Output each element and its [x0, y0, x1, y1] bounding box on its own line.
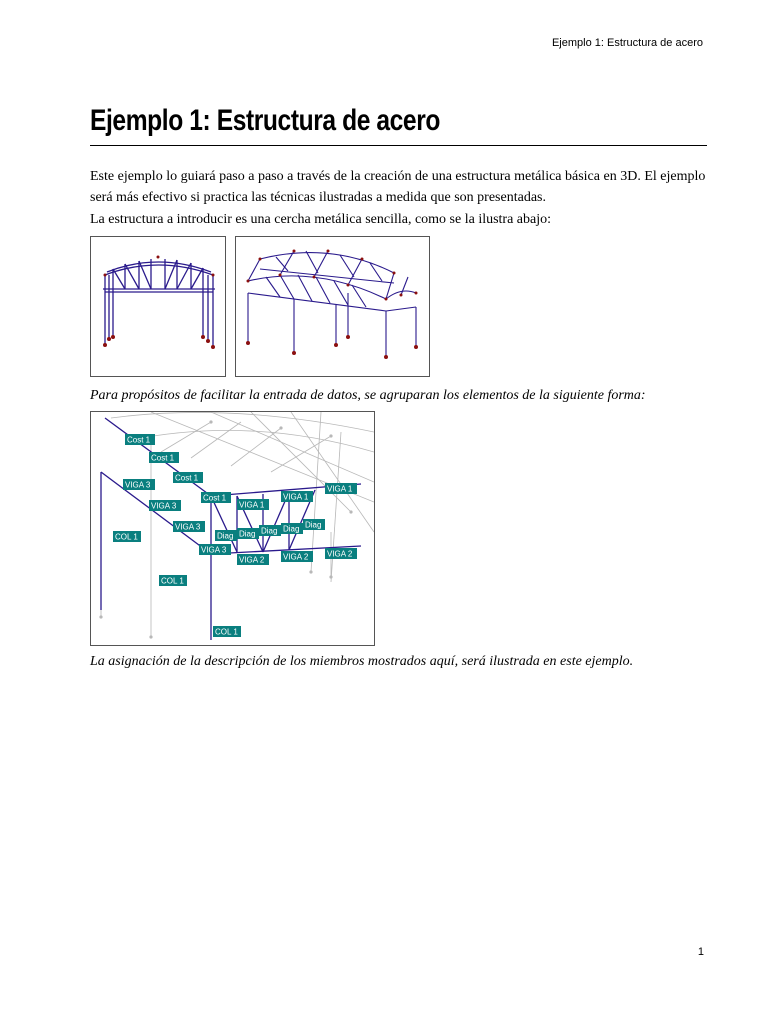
intro-paragraph: Este ejemplo lo guiará paso a paso a través de la creación de una estructura metálica básica en 3D. El ejemplo será más efectivo si practica las técnicas ilustradas a medida que son presentadas. — [90, 169, 706, 205]
label-diag — [259, 525, 281, 536]
truss-3d-view-figure — [235, 236, 430, 377]
svg-text:VIGA 3: VIGA 3 — [125, 480, 151, 490]
structure-paragraph: La estructura a introducir es una cercha metálica sencilla, como se la ilustra abajo: — [90, 212, 552, 227]
label-viga-2 — [325, 548, 357, 559]
label-viga-1 — [325, 483, 357, 494]
label-cost-1 — [149, 452, 179, 463]
svg-text:VIGA 1: VIGA 1 — [239, 500, 265, 510]
truss-front-view-figure — [90, 236, 226, 377]
svg-text:VIGA 1: VIGA 1 — [283, 492, 309, 502]
svg-text:COL 1: COL 1 — [115, 532, 138, 542]
svg-text:VIGA 3: VIGA 3 — [151, 501, 177, 511]
svg-text:VIGA 3: VIGA 3 — [201, 545, 227, 555]
label-viga-2 — [281, 551, 313, 562]
svg-text:VIGA 2: VIGA 2 — [327, 549, 353, 559]
label-viga-3 — [199, 544, 231, 555]
label-viga-1 — [237, 499, 269, 510]
label-viga-2 — [237, 554, 269, 565]
label-viga-1 — [281, 491, 313, 502]
svg-text:Diag: Diag — [305, 520, 322, 530]
svg-text:COL 1: COL 1 — [161, 576, 184, 586]
svg-text:Cost 1: Cost 1 — [151, 453, 175, 463]
grouping-caption: Para propósitos de facilitar la entrada de datos, se agruparan los elementos de la siguiente forma: — [90, 388, 646, 403]
svg-text:VIGA 1: VIGA 1 — [327, 484, 353, 494]
label-diag — [237, 528, 259, 539]
svg-text:Cost 1: Cost 1 — [203, 493, 227, 503]
svg-text:Diag: Diag — [239, 529, 256, 539]
svg-text:Diag: Diag — [217, 531, 234, 541]
svg-text:COL 1: COL 1 — [215, 627, 238, 637]
page-title: Ejemplo 1: Estructura de acero — [90, 104, 440, 137]
label-diag — [281, 523, 303, 534]
member-grouping-figure — [90, 411, 375, 646]
label-viga-3 — [123, 479, 155, 490]
label-diag — [303, 519, 325, 530]
assignment-caption: La asignación de la descripción de los miembros mostrados aquí, será ilustrada en este ejemplo. — [90, 654, 634, 669]
svg-text:VIGA 2: VIGA 2 — [239, 555, 265, 565]
label-cost-1 — [125, 434, 155, 445]
label-cost-1 — [201, 492, 231, 503]
label-cost-1 — [173, 472, 203, 483]
label-viga-3 — [173, 521, 205, 532]
label-viga-3 — [149, 500, 181, 511]
svg-text:VIGA 3: VIGA 3 — [175, 522, 201, 532]
running-header: Ejemplo 1: Estructura de acero — [551, 37, 703, 49]
label-diag — [215, 530, 237, 541]
label-col-1 — [213, 626, 241, 637]
svg-text:Diag: Diag — [283, 524, 300, 534]
title-underline — [90, 145, 707, 146]
svg-text:Cost 1: Cost 1 — [175, 473, 199, 483]
svg-text:VIGA 2: VIGA 2 — [283, 552, 309, 562]
svg-text:Diag: Diag — [261, 526, 278, 536]
page-number: 1 — [697, 946, 704, 958]
svg-text:Cost 1: Cost 1 — [127, 435, 151, 445]
label-col-1 — [159, 575, 187, 586]
label-col-1 — [113, 531, 141, 542]
